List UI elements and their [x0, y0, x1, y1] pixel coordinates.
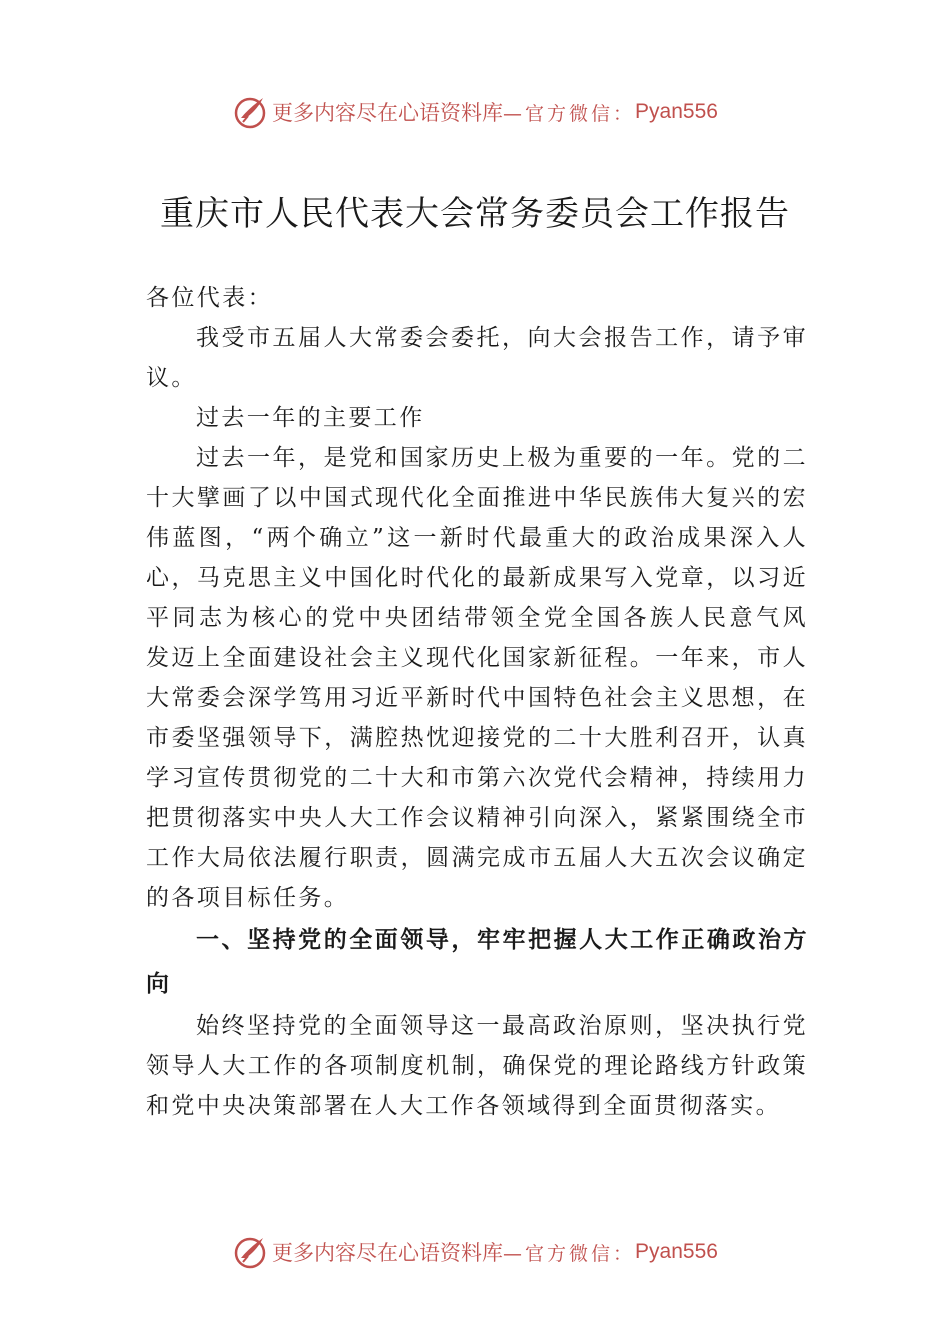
watermark-footer — [0, 1234, 950, 1270]
watermark-official-label: —官方微信： — [503, 102, 636, 125]
document-body — [146, 278, 808, 1126]
intro-paragraph: 我受市五届人大常委会委托，向大会报告工作，请予审议。 — [146, 325, 808, 391]
section-title: 过去一年的主要工作 — [196, 405, 425, 431]
watermark-site-text: 更多内容尽在心语资料库 — [272, 101, 504, 125]
watermark-header — [0, 94, 950, 130]
paragraph-party-leadership: 始终坚持党的全面领导这一最高政治原则，坚决执行党领导人大工作的各项制度机制，确保党的理论路线方针政策和党中央决策部署在人大工作各领域得到全面贯彻落实。 — [146, 1013, 808, 1119]
paragraph-past-year: 过去一年，是党和国家历史上极为重要的一年。党的二十大擘画了以中国式现代化全面推进中华民族伟大复兴的宏伟蓝图，“两个确立”这一新时代最重大的政治成果深入人心，马克思主义中国化时代化的最新成果写入党章，以习近平同志为核心的党中央团结带领全党全国各族人民意气风 发迈上全面建设社会主义现代化国家新征程。一年来，市人大常委会深学笃用习近平新时代中国特色社会主义思想，在市委坚强领导下，满腔热忱迎接党的二十大胜利召开，认真学习宣传贯彻党的二十大和市第六次党代会精神，持续用力把贯彻落实中央人大工作会议精神引向深入，紧紧围绕全市工作大局依法履行职责，圆满完成市五届人大五次会议确定的各项目标任务。 — [146, 445, 808, 911]
watermark-handle: Pyan556 — [635, 100, 718, 123]
salutation: 各位代表： — [146, 285, 273, 311]
watermark-handle: Pyan556 — [635, 1240, 718, 1263]
document-title: 重庆市人民代表大会常务委员会工作报告 — [160, 194, 790, 234]
watermark-official-label: —官方微信： — [503, 1242, 636, 1265]
quill-logo-icon — [232, 1234, 268, 1270]
watermark-site-text: 更多内容尽在心语资料库 — [272, 1241, 504, 1265]
heading-1: 一、坚持党的全面领导，牢牢把握人大工作正确政治方向 — [146, 927, 808, 997]
quill-logo-icon — [232, 94, 268, 130]
